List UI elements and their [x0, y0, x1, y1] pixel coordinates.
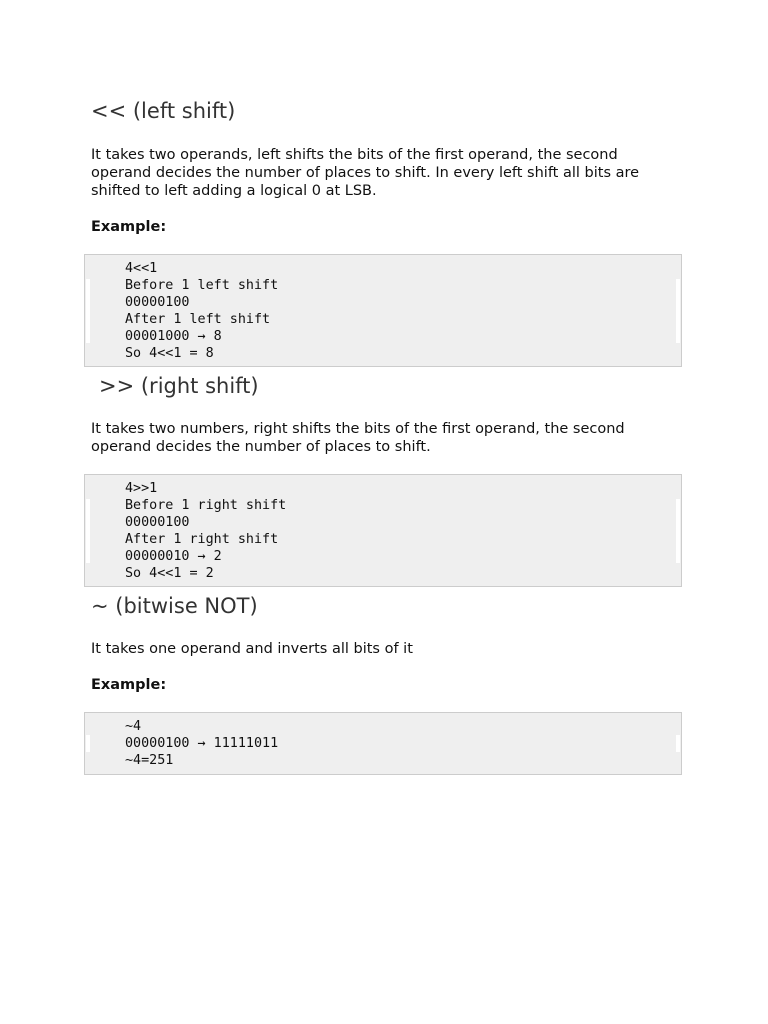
- code-line: ~4: [125, 719, 142, 734]
- code-line: After 1 left shift: [125, 312, 271, 327]
- code-block-edge-left: [86, 499, 90, 563]
- code-block-edge-right: [676, 279, 680, 343]
- section-heading-bitwise-not: ~ (bitwise NOT): [91, 594, 258, 618]
- code-line: 4>>1: [125, 481, 158, 496]
- code-block-left-shift: [84, 254, 682, 367]
- code-block-bitwise-not: [84, 712, 682, 775]
- code-block-right-shift: [84, 474, 682, 587]
- example-label-left-shift: Example:: [91, 219, 167, 235]
- code-line: 00000100: [125, 295, 190, 310]
- code-block-edge-right: [676, 499, 680, 563]
- code-line: After 1 right shift: [125, 532, 279, 547]
- section-heading-right-shift: >> (right shift): [99, 374, 259, 398]
- code-block-edge-right: [676, 735, 680, 752]
- section-description-bitwise-not: It takes one operand and inverts all bits of it: [91, 641, 413, 657]
- code-line: 00000010 → 2: [125, 549, 222, 564]
- code-line: 4<<1: [125, 261, 158, 276]
- code-block-edge-left: [86, 279, 90, 343]
- code-line: Before 1 left shift: [125, 278, 279, 293]
- code-line: Before 1 right shift: [125, 498, 287, 513]
- code-block-edge-left: [86, 735, 90, 752]
- code-line: 00000100 → 11111011: [125, 736, 279, 751]
- section-description-right-shift: It takes two numbers, right shifts the bits of the first operand, the second operand decides the number of places to shift.: [91, 421, 625, 455]
- code-line: So 4<<1 = 2: [125, 566, 214, 581]
- code-line: So 4<<1 = 8: [125, 346, 214, 361]
- code-line: 00001000 → 8: [125, 329, 222, 344]
- code-line: 00000100: [125, 515, 190, 530]
- section-heading-left-shift: << (left shift): [91, 99, 236, 123]
- example-label-bitwise-not: Example:: [91, 677, 167, 693]
- code-line: ~4=251: [125, 753, 174, 768]
- section-description-left-shift: It takes two operands, left shifts the bits of the first operand, the second operand decides the number of places to shift. In every left shift all bits are shifted to left adding a logical 0 at LSB.: [91, 147, 640, 199]
